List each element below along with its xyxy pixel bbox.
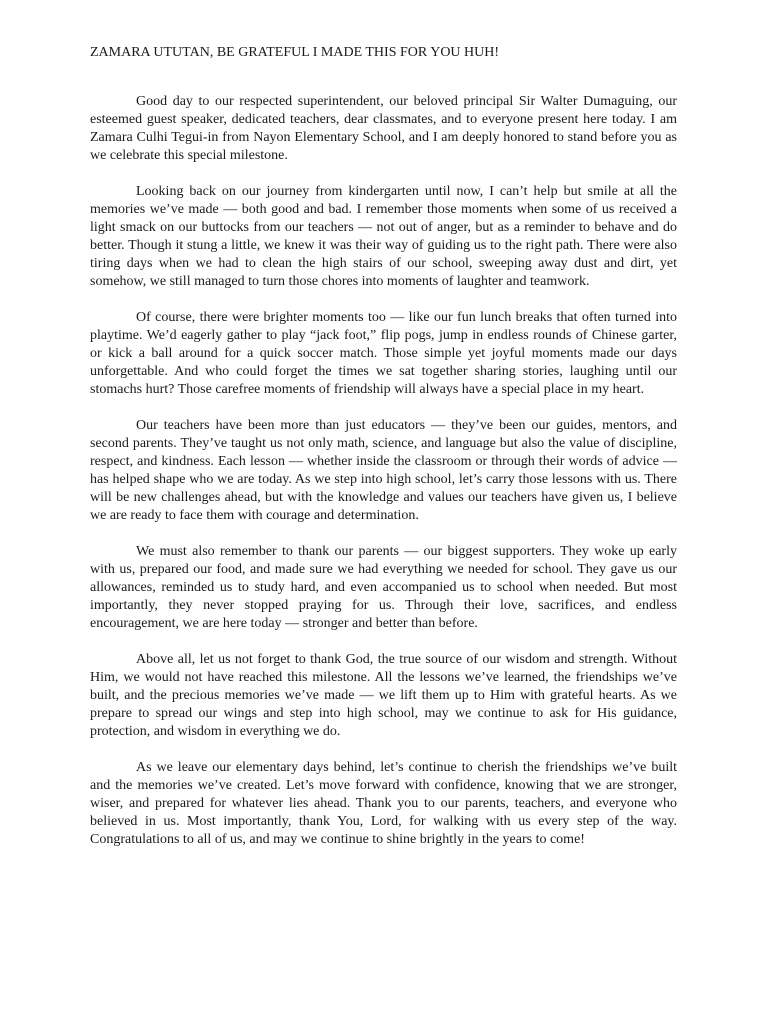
paragraph-god: Above all, let us not forget to thank God, the true source of our wisdom and strength. Without Him, we would not have reached this milestone. All the lessons we’ve learned, the friendships we’ve built, and the precious memories we’ve made — we lift them up to Him with grateful hearts. As we prepare to spread our wings and step into high school, may we continue to ask for His guidance, protection, and wisdom in everything we do. xyxy=(90,652,677,739)
paragraph-parents: We must also remember to thank our parents — our biggest supporters. They woke up early with us, prepared our food, and made sure we had everything we needed for school. They gave us our allowances, reminded us to study hard, and even accompanied us to school when needed. But most importantly, they never stopped praying for us. Through their love, sacrifices, and endless encouragement, we are here today — stronger and better than before. xyxy=(90,544,677,631)
document-body xyxy=(90,93,677,867)
paragraph-teachers: Our teachers have been more than just educators — they’ve been our guides, mentors, and second parents. They’ve taught us not only math, science, and language but also the value of discipline, respect, and kindness. Each lesson — whether inside the classroom or through their words of advice — has helped shape who we are today. As we step into high school, let’s carry those lessons with us. There will be new challenges ahead, but with the knowledge and values our teachers have given us, I believe we are ready to face them with courage and determination. xyxy=(90,418,677,523)
paragraph-greeting: Good day to our respected superintendent, our beloved principal Sir Walter Dumaguing, our esteemed guest speaker, dedicated teachers, dear classmates, and to everyone present here today. I am Zamara Culhi Tegui-in from Nayon Elementary School, and I am deeply honored to stand before you as we celebrate this special milestone. xyxy=(90,94,677,163)
document-heading: ZAMARA UTUTAN, BE GRATEFUL I MADE THIS FOR YOU HUH! xyxy=(90,45,500,60)
paragraph-closing: As we leave our elementary days behind, let’s continue to cherish the friendships we’ve built and the memories we’ve created. Let’s move forward with confidence, knowing that we are stronger, wiser, and prepared for whatever lies ahead. Thank you to our parents, teachers, and everyone who believed in us. Most importantly, thank You, Lord, for walking with us every step of the way. Congratulations to all of us, and may we continue to shine brightly in the years to come! xyxy=(90,760,677,847)
paragraph-memories: Looking back on our journey from kindergarten until now, I can’t help but smile at all the memories we’ve made — both good and bad. I remember those moments when some of us received a light smack on our buttocks from our teachers — not out of anger, but as a reminder to behave and do better. Though it stung a little, we knew it was their way of guiding us to the right path. There were also tiring days when we had to clean the high stairs of our school, sweeping away dust and dirt, yet somehow, we still managed to turn those chores into moments of laughter and teamwork. xyxy=(90,184,677,289)
paragraph-playtime: Of course, there were brighter moments too — like our fun lunch breaks that often turned into playtime. We’d eagerly gather to play “jack foot,” flip pogs, jump in endless rounds of Chinese garter, or kick a ball around for a quick soccer match. Those simple yet joyful moments made our days unforgettable. And who could forget the times we sat together sharing stories, laughing until our stomachs hurt? Those carefree moments of friendship will always have a special place in my heart. xyxy=(90,310,677,397)
